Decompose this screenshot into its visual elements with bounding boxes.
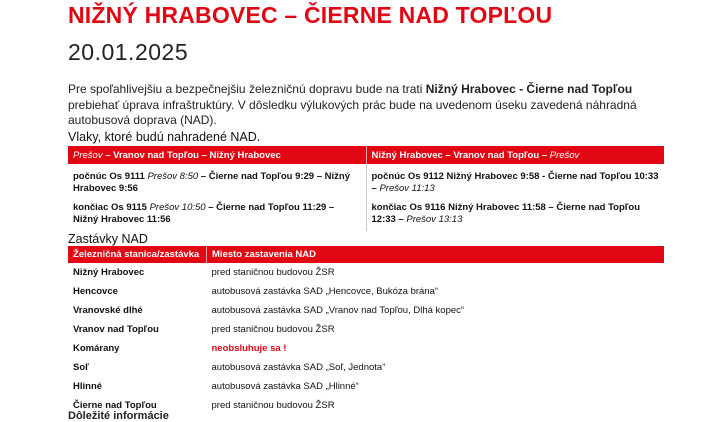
train-origin-time: Prešov 8:50	[147, 171, 199, 182]
train-text: počnúc Os 9112 Nižný Hrabovec 9:58 - Čierne nad Topľou 10:33 –	[371, 171, 659, 194]
table-row	[68, 195, 664, 231]
train-cell-right-last	[366, 195, 664, 231]
train-rest: – Čierne nad Topľou 9:29 – Nižný Hrabovec 9:56	[73, 171, 350, 194]
stop-place: autobusová zastávka SAD „Soľ, Jednota“	[211, 362, 386, 373]
direction-left-route: – Vranov nad Topľou – Nižný Hrabovec	[102, 149, 281, 161]
train-text: končiac Os 9116 Nižný Hrabovec 11:58 – Čierne nad Topľou 12:33 –	[371, 202, 641, 225]
table-row	[68, 320, 664, 339]
direction-header-right	[366, 146, 664, 164]
trains-header-row	[68, 146, 664, 164]
train-prefix: končiac Os 9115	[73, 202, 150, 213]
table-row	[68, 164, 664, 195]
stops-header-row	[68, 246, 664, 263]
table-row	[68, 339, 664, 358]
stop-not-served: neobsluhuje sa !	[211, 343, 287, 354]
stop-place: autobusová zastávka SAD „Vranov nad Topľou, Dlhá kopec“	[211, 305, 465, 316]
train-prefix: počnúc Os 9111	[73, 171, 148, 182]
station-name: Soľ	[73, 362, 89, 373]
direction-right-route: Nižný Hrabovec – Vranov nad Topľou –	[371, 149, 550, 161]
col-station-header: Železničná stanica/zastávka	[68, 246, 207, 263]
important-info-heading: Dôležité informácie	[68, 410, 169, 422]
table-row	[68, 358, 664, 377]
table-row	[68, 282, 664, 301]
train-dest-time: Prešov 11:13	[379, 183, 435, 194]
station-name: Čierne nad Topľou	[73, 400, 157, 411]
station-name: Vranov nad Topľou	[73, 324, 159, 335]
station-name: Nižný Hrabovec	[73, 267, 145, 278]
intro-text-2: prebiehať úprava infraštruktúry. V dôsledku výlukových prác bude na uvedenom úseku zavedená náhradná autobusová doprava (NAD).	[68, 97, 637, 127]
station-name: Vranovské dlhé	[73, 305, 143, 316]
trains-heading: Vlaky, ktoré budú nahradené NAD.	[68, 130, 261, 144]
col-place-header: Miesto zastavenia NAD	[207, 246, 665, 263]
intro-route: Nižný Hrabovec - Čierne nad Topľou	[425, 82, 633, 96]
train-rest: – Čierne nad Topľou 11:29 – Nižný Hrabovec 11:56	[73, 202, 335, 225]
intro-text-1: Pre spoľahlivejšiu a bezpečnejšiu železničnú dopravu bude na trati	[68, 82, 426, 96]
train-cell-left-last	[68, 195, 366, 231]
stops-heading: Zastávky NAD	[68, 232, 148, 246]
stop-place: autobusová zastávka SAD „Hlinné“	[211, 381, 359, 392]
stop-place: pred staničnou budovou ŽSR	[211, 267, 335, 278]
table-row	[68, 301, 664, 320]
stop-place: autobusová zastávka SAD „Hencovce, Bukóza brána“	[211, 286, 439, 297]
stop-place: pred staničnou budovou ŽSR	[211, 400, 335, 411]
direction-header-left	[68, 146, 366, 164]
table-row	[68, 263, 664, 282]
station-name: Hlinné	[73, 381, 103, 392]
station-name: Hencovce	[73, 286, 118, 297]
station-name: Komárany	[73, 343, 120, 354]
direction-right-dest: Prešov	[549, 149, 580, 161]
train-dest-time: Prešov 13:13	[406, 214, 463, 225]
direction-left-origin: Prešov	[73, 149, 103, 161]
table-row	[68, 377, 664, 396]
replaced-trains-table	[68, 146, 664, 231]
stop-place: pred staničnou budovou ŽSR	[211, 324, 335, 335]
train-cell-right-first	[366, 164, 664, 195]
train-cell-left-first	[68, 164, 366, 195]
page-title: NIŽNÝ HRABOVEC – ČIERNE NAD TOPĽOU	[68, 2, 553, 28]
intro-paragraph	[68, 82, 668, 129]
notice-date: 20.01.2025	[68, 39, 189, 65]
train-origin-time: Prešov 10:50	[149, 202, 206, 213]
stops-table	[68, 246, 664, 415]
